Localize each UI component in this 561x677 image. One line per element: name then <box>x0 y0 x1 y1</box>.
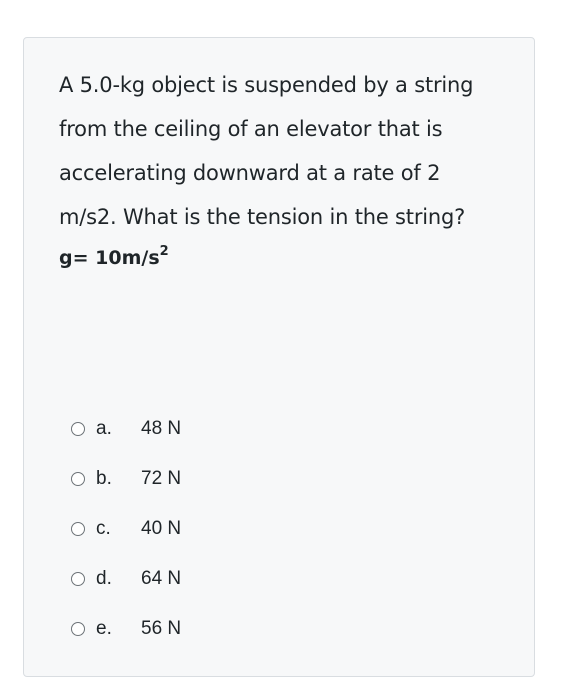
answer-option-d[interactable] <box>71 554 371 604</box>
option-letter: a. <box>96 418 112 439</box>
radio-button-empty-icon[interactable] <box>71 622 85 636</box>
question-line: accelerating downward at a rate of 2 <box>59 161 441 185</box>
option-value[interactable]: 48 N <box>141 418 182 439</box>
question-card <box>23 37 535 677</box>
option-letter: b. <box>96 468 112 489</box>
gravity-note-exponent: 2 <box>159 243 169 259</box>
gravity-note-text: g= 10m/s <box>59 247 160 269</box>
radio-button-empty-icon[interactable] <box>71 522 85 536</box>
answer-option-e[interactable] <box>71 604 371 654</box>
answer-option-b[interactable] <box>71 454 371 504</box>
question-line: from the ceiling of an elevator that is <box>59 117 443 141</box>
question-text <box>59 63 509 239</box>
answer-option-c[interactable] <box>71 504 371 554</box>
option-letter: c. <box>96 518 111 539</box>
question-line: A 5.0-kg object is suspended by a string <box>59 73 474 97</box>
option-value[interactable]: 40 N <box>141 518 182 539</box>
answer-options <box>71 404 371 654</box>
option-value[interactable]: 72 N <box>141 468 182 489</box>
radio-button-empty-icon[interactable] <box>71 572 85 586</box>
option-value[interactable]: 56 N <box>141 618 182 639</box>
radio-button-empty-icon[interactable] <box>71 472 85 486</box>
option-letter: e. <box>96 618 112 639</box>
answer-option-a[interactable] <box>71 404 371 454</box>
gravity-note <box>59 238 169 278</box>
option-value[interactable]: 64 N <box>141 568 182 589</box>
option-letter: d. <box>96 568 112 589</box>
question-line: m/s2. What is the tension in the string? <box>59 205 466 229</box>
radio-button-empty-icon[interactable] <box>71 422 85 436</box>
